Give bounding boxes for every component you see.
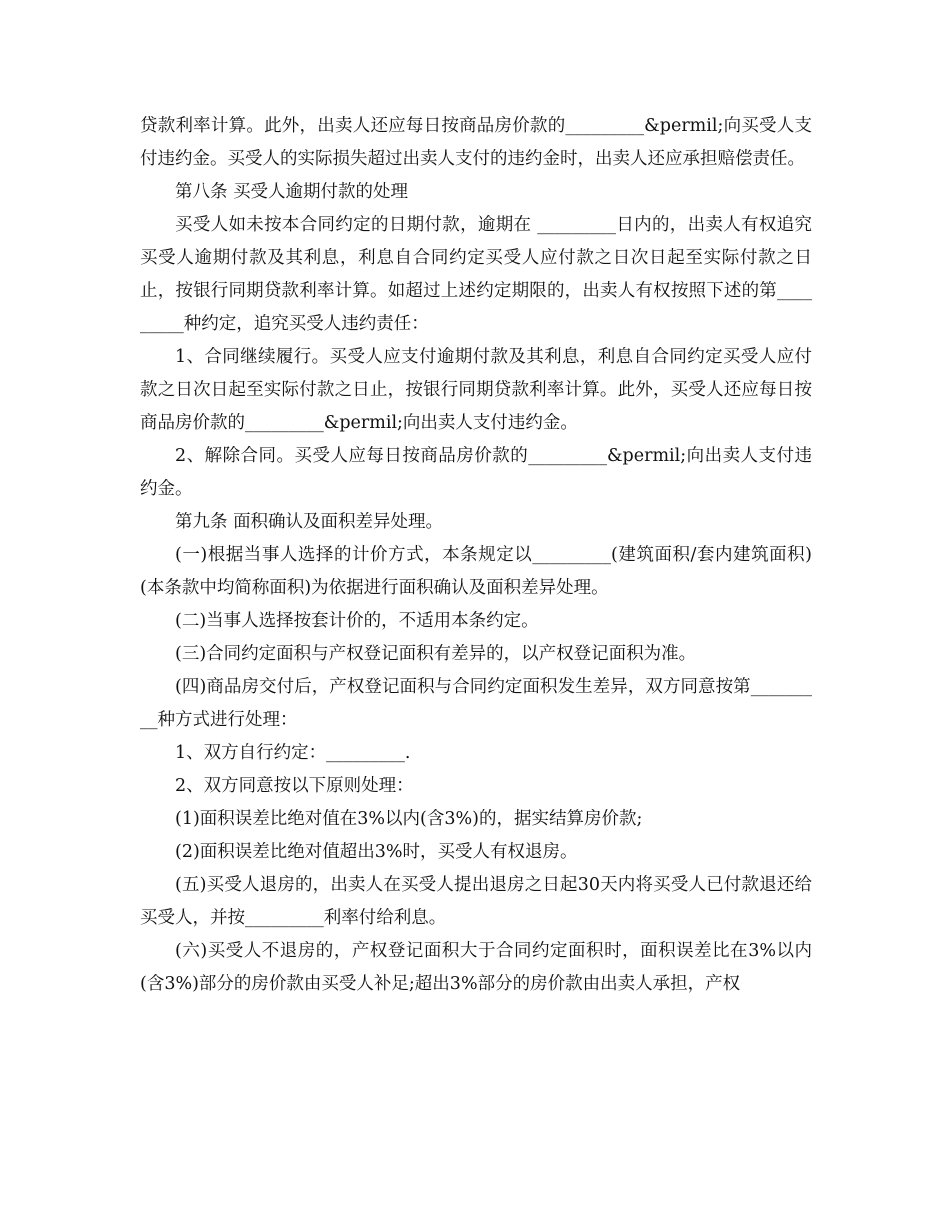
article-9-clause-4: (四)商品房交付后，产权登记面积与合同约定面积发生差异，双方同意按第_________种方式进行处理： <box>140 677 812 730</box>
article-8-heading: 第八条 买受人逾期付款的处理 <box>175 182 409 202</box>
article-8-item-2: 2、解除合同。买受人应每日按商品房价款的_________&permil;向出卖人支付违约金。 <box>140 446 812 499</box>
article-9-clause-4-option-1: 1、双方自行约定：_________. <box>175 743 411 763</box>
article-9-clause-1: (一)根据当事人选择的计价方式，本条规定以_________(建筑面积/套内建筑面积)(本条款中均简称面积)为依据进行面积确认及面积差异处理。 <box>140 545 812 598</box>
article-8-body: 买受人如未按本合同约定的日期付款，逾期在 _________日内的，出卖人有权追究买受人逾期付款及其利息，利息自合同约定买受人应付款之日次日起至实际付款之日止，按银行同期贷款利率计算。如超过上述约定期限的，出卖人有权按照下述的第_________种约定，追究买受人违约责任： <box>140 215 812 334</box>
article-9-clause-5: (五)买受人退房的，出卖人在买受人提出退房之日起30天内将买受人已付款退还给买受人，并按_________利率付给利息。 <box>140 875 812 928</box>
article-9-heading: 第九条 面积确认及面积差异处理。 <box>175 512 444 532</box>
article-9-clause-4-rule-2: (2)面积误差比绝对值超出3%时，买受人有权退房。 <box>175 842 578 862</box>
article-8-item-1: 1、合同继续履行。买受人应支付逾期付款及其利息，利息自合同约定买受人应付款之日次日起至实际付款之日止，按银行同期贷款利率计算。此外，买受人还应每日按商品房价款的_________&permil;向出卖人支付违约金。 <box>140 347 812 433</box>
article-9-clause-3: (三)合同约定面积与产权登记面积有差异的，以产权登记面积为准。 <box>175 644 697 664</box>
document-body <box>140 110 812 1001</box>
article-9-clause-2: (二)当事人选择按套计价的，不适用本条约定。 <box>175 611 539 631</box>
article-9-clause-4-rule-1: (1)面积误差比绝对值在3%以内(含3%)的，据实结算房价款; <box>175 809 643 829</box>
paragraph-continuation: 贷款利率计算。此外，出卖人还应每日按商品房价款的_________&permil;向买受人支付违约金。买受人的实际损失超过出卖人支付的违约金时，出卖人还应承担赔偿责任。 <box>140 116 812 169</box>
article-9-clause-6: (六)买受人不退房的，产权登记面积大于合同约定面积时，面积误差比在3%以内(含3%)部分的房价款由买受人补足;超出3%部分的房价款由出卖人承担，产权 <box>140 941 812 994</box>
article-9-clause-4-option-2: 2、双方同意按以下原则处理： <box>175 776 414 796</box>
